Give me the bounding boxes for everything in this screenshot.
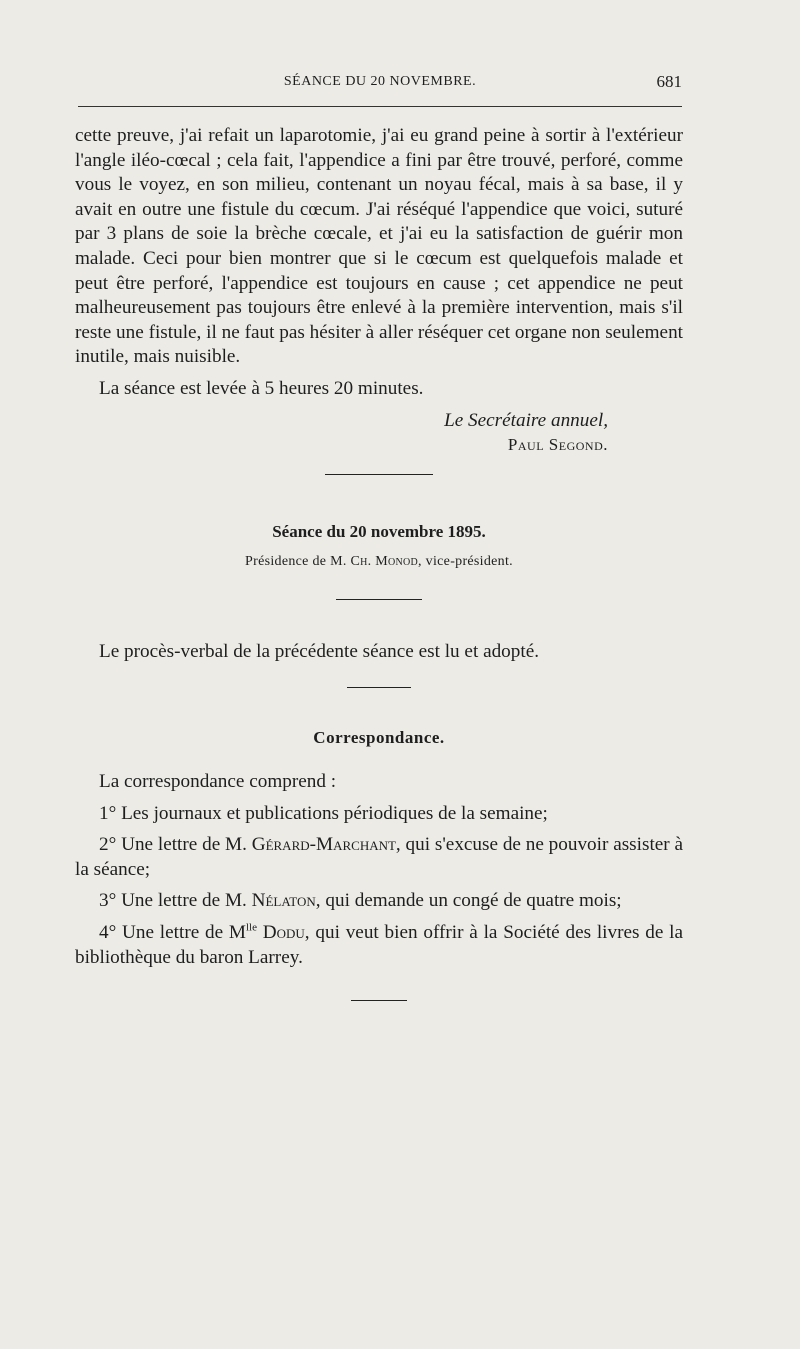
correspondance-item-2: [75, 833, 683, 882]
section-divider: [351, 1000, 407, 1001]
correspondance-item-4: [75, 921, 683, 970]
page-body: [75, 124, 683, 1001]
page-number: 681: [656, 72, 682, 91]
running-head: SÉANCE DU 20 NOVEMBRE.: [283, 74, 477, 89]
minutes-paragraph: Le procès-verbal de la précédente séance est lu et adopté.: [99, 640, 540, 662]
president-name: Ch. Monod,: [350, 554, 422, 570]
presidence-suffix: vice-président.: [425, 554, 513, 570]
session-title: Séance du 20 novembre 1895.: [272, 521, 486, 541]
item-2-prefix: 2° Une lettre de M.: [99, 834, 247, 856]
continuation-paragraph: cette preuve, j'ai refait un laparotomie, j'ai eu grand peine à sortir à l'extérieur l'angle iléo-cœcal ; cela fait, l'appendice a fini par être trouvé, perforé, comme vous le voyez, en son milieu, contenant un noyau fécal, mais à sa base, il y avait en outre une fistule du cœcum. J'ai réséqué l'appendice que voici, suturé par 3 plans de soie la brèche cœcale, et j'ai eu la satisfaction de guérir mon malade. Ceci pour bien montrer que si le cœcum est quelquefois malade et peut être perforé, l'appendice est toujours en cause ; cet appendice ne peut malheureusement pas toujours être enlevé à la première intervention, mais s'il reste une fistule, il ne faut pas hésiter à aller réséquer cet organe non seulement inutile, mais nuisible.: [75, 125, 683, 368]
correspondance-title: Correspondance.: [313, 727, 445, 747]
correspondance-item-1: 1° Les journaux et publications périodiques de la semaine;: [99, 802, 548, 824]
closing-paragraph: La séance est levée à 5 heures 20 minutes.: [99, 377, 424, 399]
item-3-suffix: qui demande un congé de quatre mois;: [325, 890, 622, 912]
signature-name: Paul Segond.: [507, 435, 608, 455]
item-4-name: Dodu,: [262, 922, 310, 944]
item-4-suffix: qui veut bien offrir à la Société des livres de la bibliothèque du baron Larrey.: [75, 922, 684, 968]
item-3-name: Nélaton,: [251, 890, 321, 912]
correspondance-item-3: [75, 889, 683, 914]
page-header: [78, 74, 682, 100]
signature-block: [75, 409, 683, 458]
item-2-name: Gérard-Marchant,: [251, 834, 401, 856]
item-3-prefix: 3° Une lettre de M.: [99, 890, 247, 912]
section-divider: [336, 599, 422, 600]
section-divider: [325, 474, 433, 475]
presidence-prefix: Présidence de M.: [245, 554, 347, 570]
presidence-line: [75, 550, 683, 575]
section-divider: [347, 687, 411, 688]
header-rule: [78, 106, 682, 107]
item-2-suffix: qui s'excuse de ne pouvoir assister à la séance;: [75, 834, 684, 880]
item-4-sup: lle: [245, 921, 257, 934]
item-4-prefix: 4° Une lettre de M: [99, 922, 246, 944]
signature-title: Le Secrétaire annuel,: [444, 409, 608, 431]
correspondance-intro: La correspondance comprend :: [99, 771, 337, 793]
